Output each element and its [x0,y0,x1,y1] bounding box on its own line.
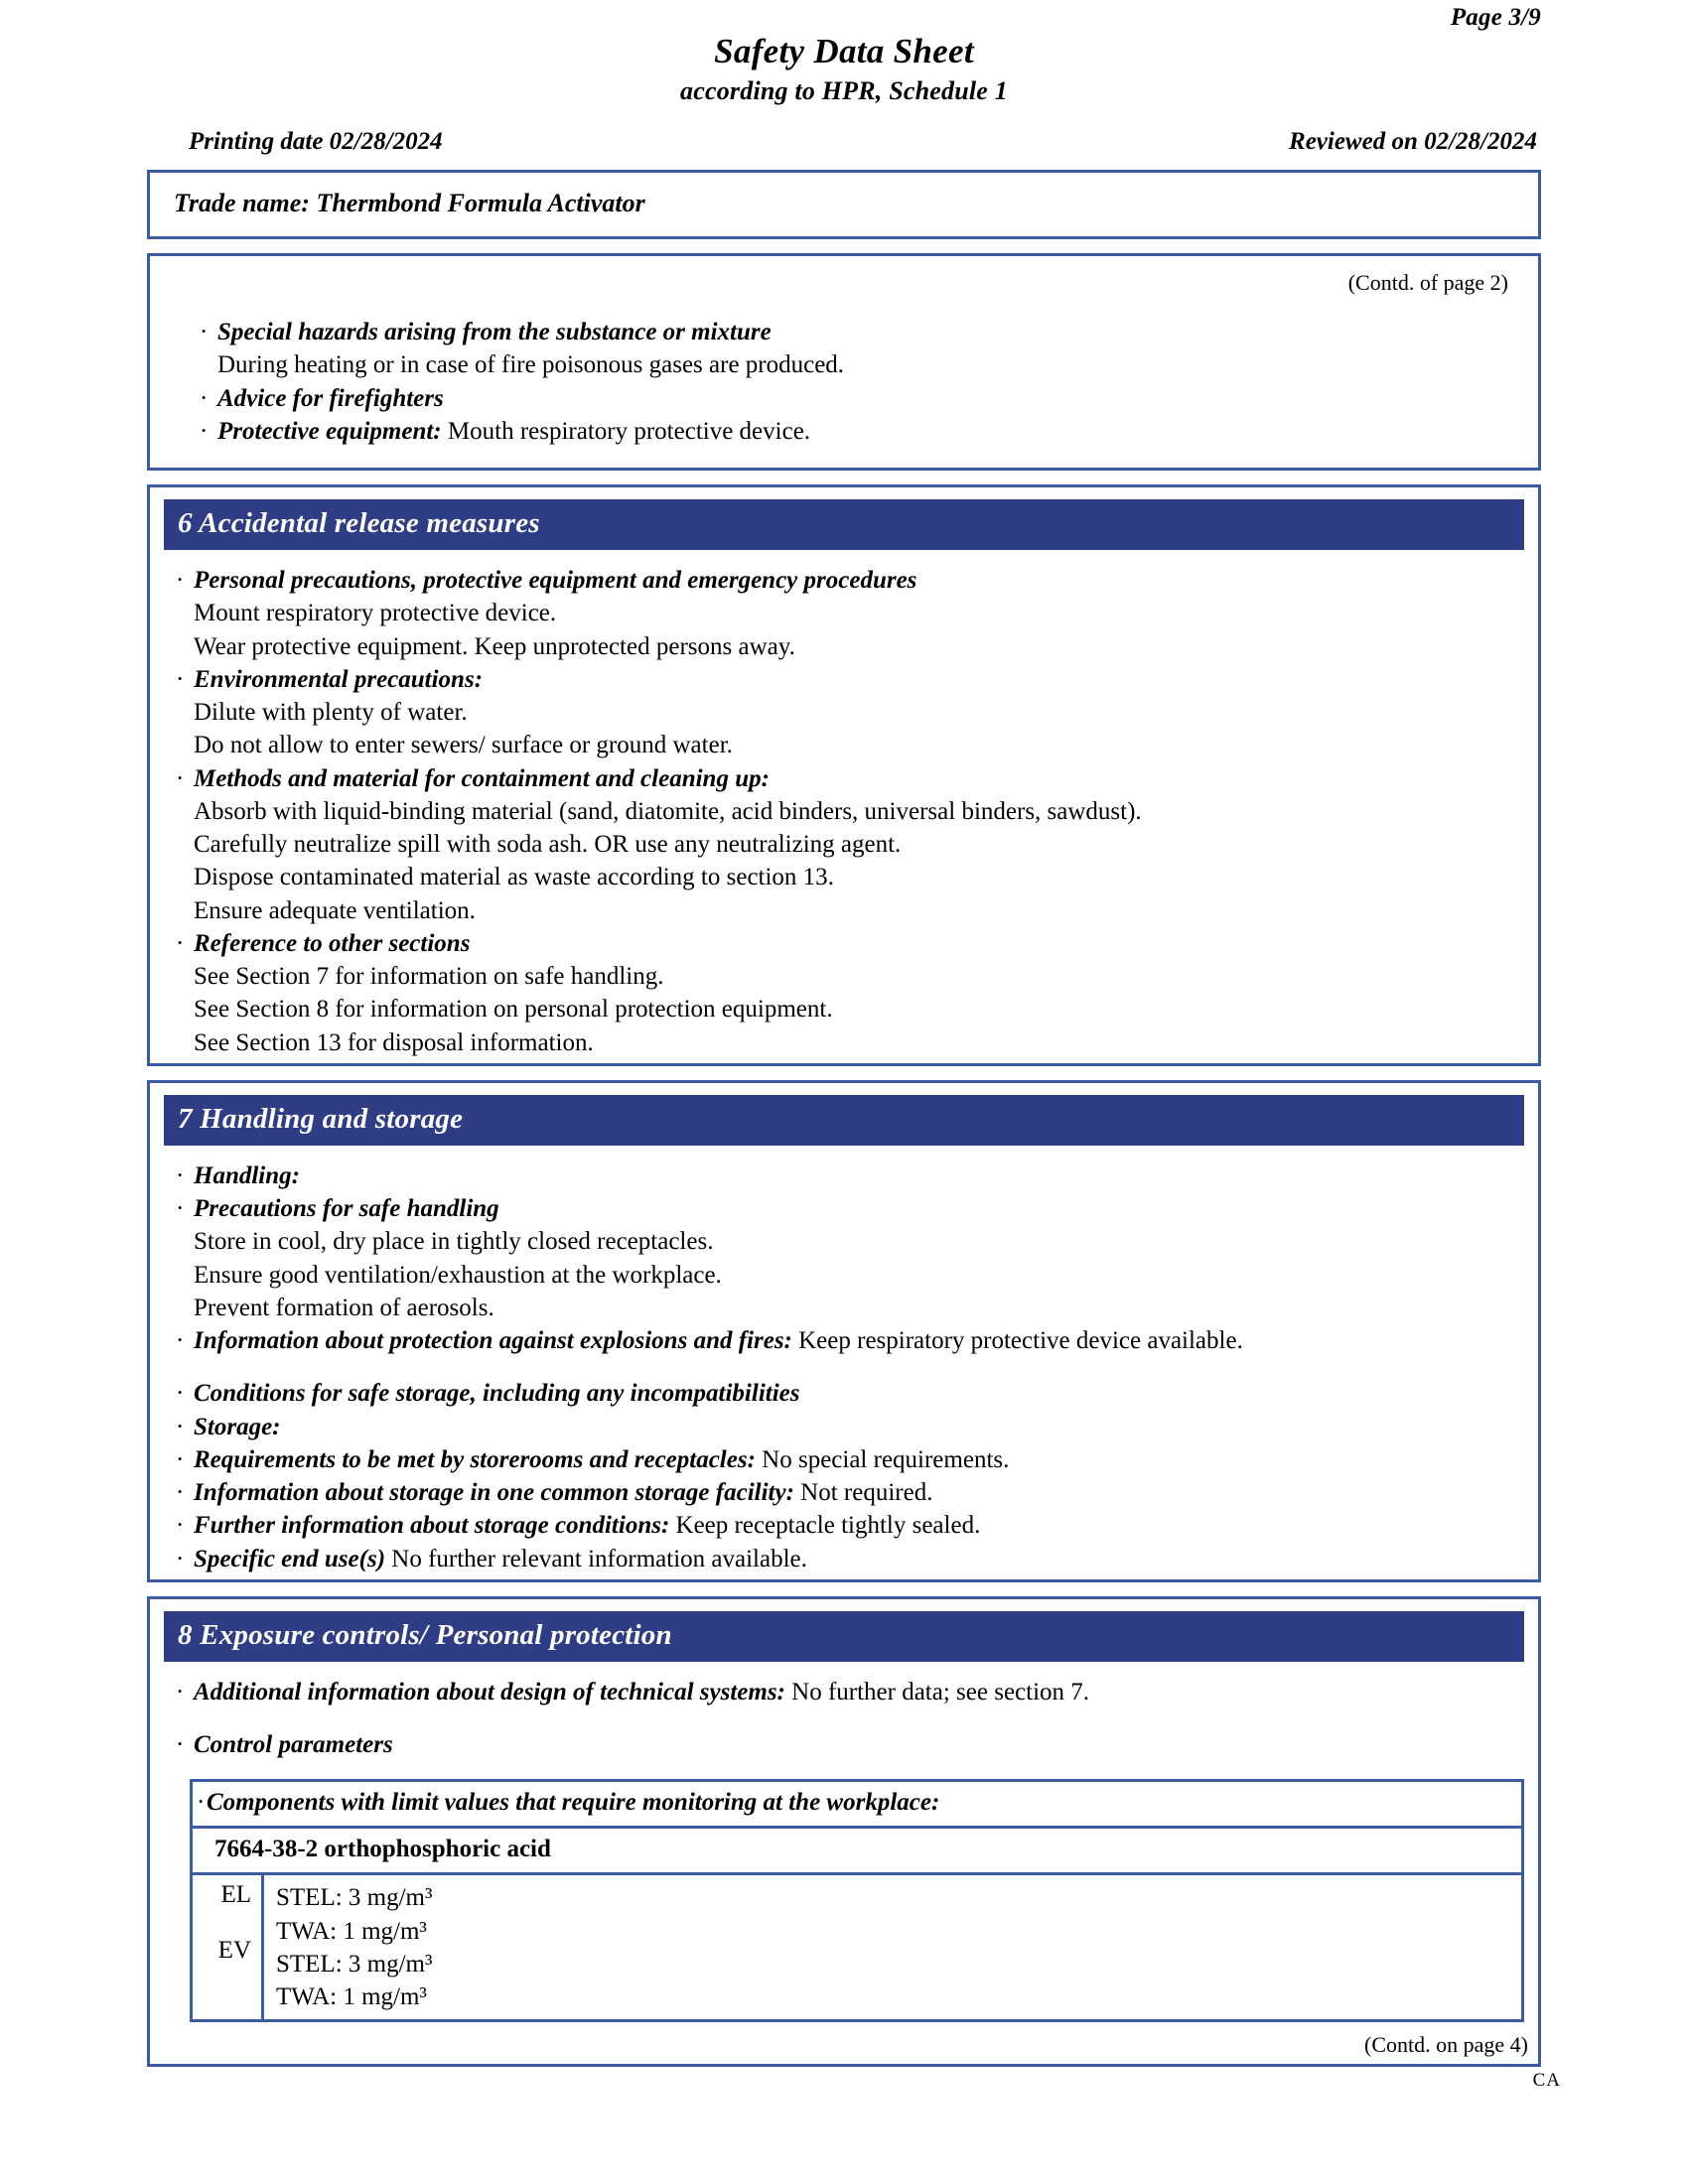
content-line-text: Dispose contaminated material as waste according to section 13. [194,864,834,891]
content-line [194,597,1528,629]
bullet-dot-icon: · [176,1413,185,1440]
content-line-text: Wear protective equipment. Keep unprotected persons away. [194,632,795,660]
exposure-limits-table [190,1779,1524,2022]
limits-table-value-rows [193,1875,1521,2022]
component-cas-name: 7664-38-2 orthophosphoric acid [214,1836,551,1863]
content-line-value: Keep respiratory protective device available. [791,1327,1243,1354]
content-line [176,1377,1528,1410]
content-line-value: No special requirements. [755,1445,1010,1473]
content-line-text: See Section 13 for disposal information. [194,1028,594,1056]
content-line-heading: Handling: [194,1161,300,1189]
bullet-dot-icon: · [197,1789,206,1817]
bullet-dot-icon: · [200,417,209,445]
content-line [194,1026,1528,1059]
content-line-heading: Personal precautions, protective equipment and emergency procedures [194,567,917,594]
content-line-value: No further relevant information available. [385,1545,807,1572]
trade-name: Trade name: Thermbond Formula Activator [174,189,645,217]
content-line-heading: Environmental precautions: [194,665,484,693]
bullet-dot-icon: · [176,1195,185,1222]
content-line-heading: Information about storage in one common storage facility: [194,1479,794,1506]
content-line [176,564,1528,597]
content-line-heading: Storage: [194,1413,281,1440]
content-line-value: Keep receptacle tightly sealed. [669,1512,981,1540]
content-line [176,1509,1528,1542]
continued-lines-list [174,306,1514,452]
content-line-heading: Special hazards arising from the substance or mixture [217,319,772,345]
limits-value: TWA: 1 mg/m³ [276,1917,427,1945]
section-6-box [147,484,1541,1066]
content-line-heading: Methods and material for containment and cleaning up: [194,764,770,792]
limits-value: TWA: 1 mg/m³ [276,1983,427,2010]
document-header [0,0,1688,106]
content-line-text: Mount respiratory protective device. [194,600,557,627]
contd-on-page-note: (Contd. on page 4) [1364,2032,1528,2058]
limits-value: STEL: 3 mg/m³ [276,1884,433,1912]
bullet-dot-icon: · [176,1731,185,1758]
content-line-value: Not required. [793,1479,933,1506]
content-line [176,1192,1528,1225]
content-line-heading: Protective equipment: [217,417,442,445]
bullet-dot-icon: · [176,1512,185,1540]
limits-code-column [193,1875,264,2019]
section-7-heading: 7 Handling and storage [164,1095,1524,1146]
document-title: Safety Data Sheet [714,32,974,70]
content-line [200,382,1504,415]
content-line [194,1292,1528,1324]
bullet-dot-icon: · [176,1545,185,1572]
bullet-dot-icon: · [176,1161,185,1189]
content-line-text: Carefully neutralize spill with soda ash. OR use any neutralizing agent. [194,831,902,858]
content-line [194,1259,1528,1292]
section-8-lines-list [150,1666,1538,1766]
limits-values-column [264,1875,1521,2019]
content-line-heading: Requirements to be met by storerooms and receptacles: [194,1445,756,1473]
content-line [194,696,1528,729]
limits-values-row [193,1875,1521,2022]
bullet-dot-icon: · [176,1445,185,1473]
content-line-heading: Advice for firefighters [217,384,444,412]
content-line-value: Mouth respiratory protective device. [441,417,811,445]
content-line [194,630,1528,663]
date-row [0,128,1688,156]
bullet-dot-icon: · [176,1678,185,1706]
content-line [194,729,1528,761]
content-line [194,828,1528,861]
trade-name-box [147,170,1541,239]
content-line-text: Store in cool, dry place in tightly closed receptacles. [194,1228,714,1256]
limits-code: EL [220,1881,251,1909]
content-line [176,1728,1528,1761]
content-line [194,795,1528,828]
bullet-dot-icon: · [176,1479,185,1506]
content-line-text: Dilute with plenty of water. [194,699,468,726]
section-8-box [147,1596,1541,2068]
reviewed-on-date: Reviewed on 02/28/2024 [1289,128,1537,155]
printing-date: Printing date 02/28/2024 [189,128,443,155]
content-line-heading: Information about protection against explosions and fires: [194,1327,792,1354]
content-line-heading: Control parameters [194,1731,393,1758]
content-line [194,861,1528,893]
bullet-dot-icon: · [176,1380,185,1408]
content-line-heading: Further information about storage conditions: [194,1512,670,1540]
bullet-dot-icon: · [176,929,185,957]
content-line-text: Do not allow to enter sewers/ surface or ground water. [194,732,733,759]
page-number: Page 3/9 [1450,4,1541,31]
content-line [194,993,1528,1025]
content-line-text: Absorb with liquid-binding material (sand, diatomite, acid binders, universal binders, sawdust). [194,797,1142,825]
limits-table-title-row [193,1782,1521,1829]
content-line-heading: Reference to other sections [194,929,471,957]
bullet-dot-icon: · [176,1327,185,1354]
content-line-text: See Section 8 for information on personal protection equipment. [194,996,833,1024]
content-line [176,1676,1528,1708]
content-line [200,415,1504,448]
section-7-lines-list [150,1150,1538,1579]
content-line-heading: Precautions for safe handling [194,1195,499,1222]
bullet-dot-icon: · [200,319,209,345]
content-line [176,1476,1528,1509]
content-line-value: No further data; see section 7. [784,1678,1090,1706]
content-line [176,927,1528,960]
content-line [176,1543,1528,1575]
content-line-heading: Conditions for safe storage, including any incompatibilities [194,1380,800,1408]
limits-table-component-row [193,1829,1521,1875]
bullet-dot-icon: · [200,384,209,412]
content-line-heading: Specific end use(s) [194,1545,386,1572]
section-8-heading: 8 Exposure controls/ Personal protection [164,1611,1524,1662]
bullet-dot-icon: · [176,567,185,594]
content-line [194,1225,1528,1258]
bullet-dot-icon: · [176,764,185,792]
section-6-lines-list [150,554,1538,1063]
section-7-box [147,1080,1541,1582]
limits-code-spacer [193,1965,251,1992]
bullet-dot-icon: · [176,665,185,693]
limits-code: EV [217,1937,251,1965]
content-line [176,1324,1528,1357]
content-line [217,348,1504,381]
content-line [200,316,1504,348]
content-line [176,1443,1528,1476]
content-line [176,1411,1528,1443]
content-line-text: See Section 7 for information on safe handling. [194,963,664,990]
content-line [194,894,1528,927]
region-code-mark: CA [1532,2070,1561,2091]
content-line-text: Prevent formation of aerosols. [194,1294,494,1321]
limits-code-spacer [193,1909,251,1937]
limits-table-title: Components with limit values that require monitoring at the workplace: [207,1789,940,1817]
content-line-text: Ensure good ventilation/exhaustion at the workplace. [194,1261,722,1289]
document-subtitle: according to HPR, Schedule 1 [680,76,1008,105]
contd-of-page-note: (Contd. of page 2) [1347,270,1508,295]
content-line [176,663,1528,696]
content-line [176,762,1528,795]
content-line-text: During heating or in case of fire poisonous gases are produced. [217,351,845,379]
content-line [176,1160,1528,1192]
section-6-heading: 6 Accidental release measures [164,499,1524,550]
content-line-heading: Additional information about design of technical systems: [194,1678,785,1706]
continued-content-box [147,253,1541,471]
limits-value: STEL: 3 mg/m³ [276,1950,433,1978]
content-line [194,960,1528,993]
limits-table-title-cell [193,1782,1521,1826]
content-line-text: Ensure adequate ventilation. [194,896,476,924]
